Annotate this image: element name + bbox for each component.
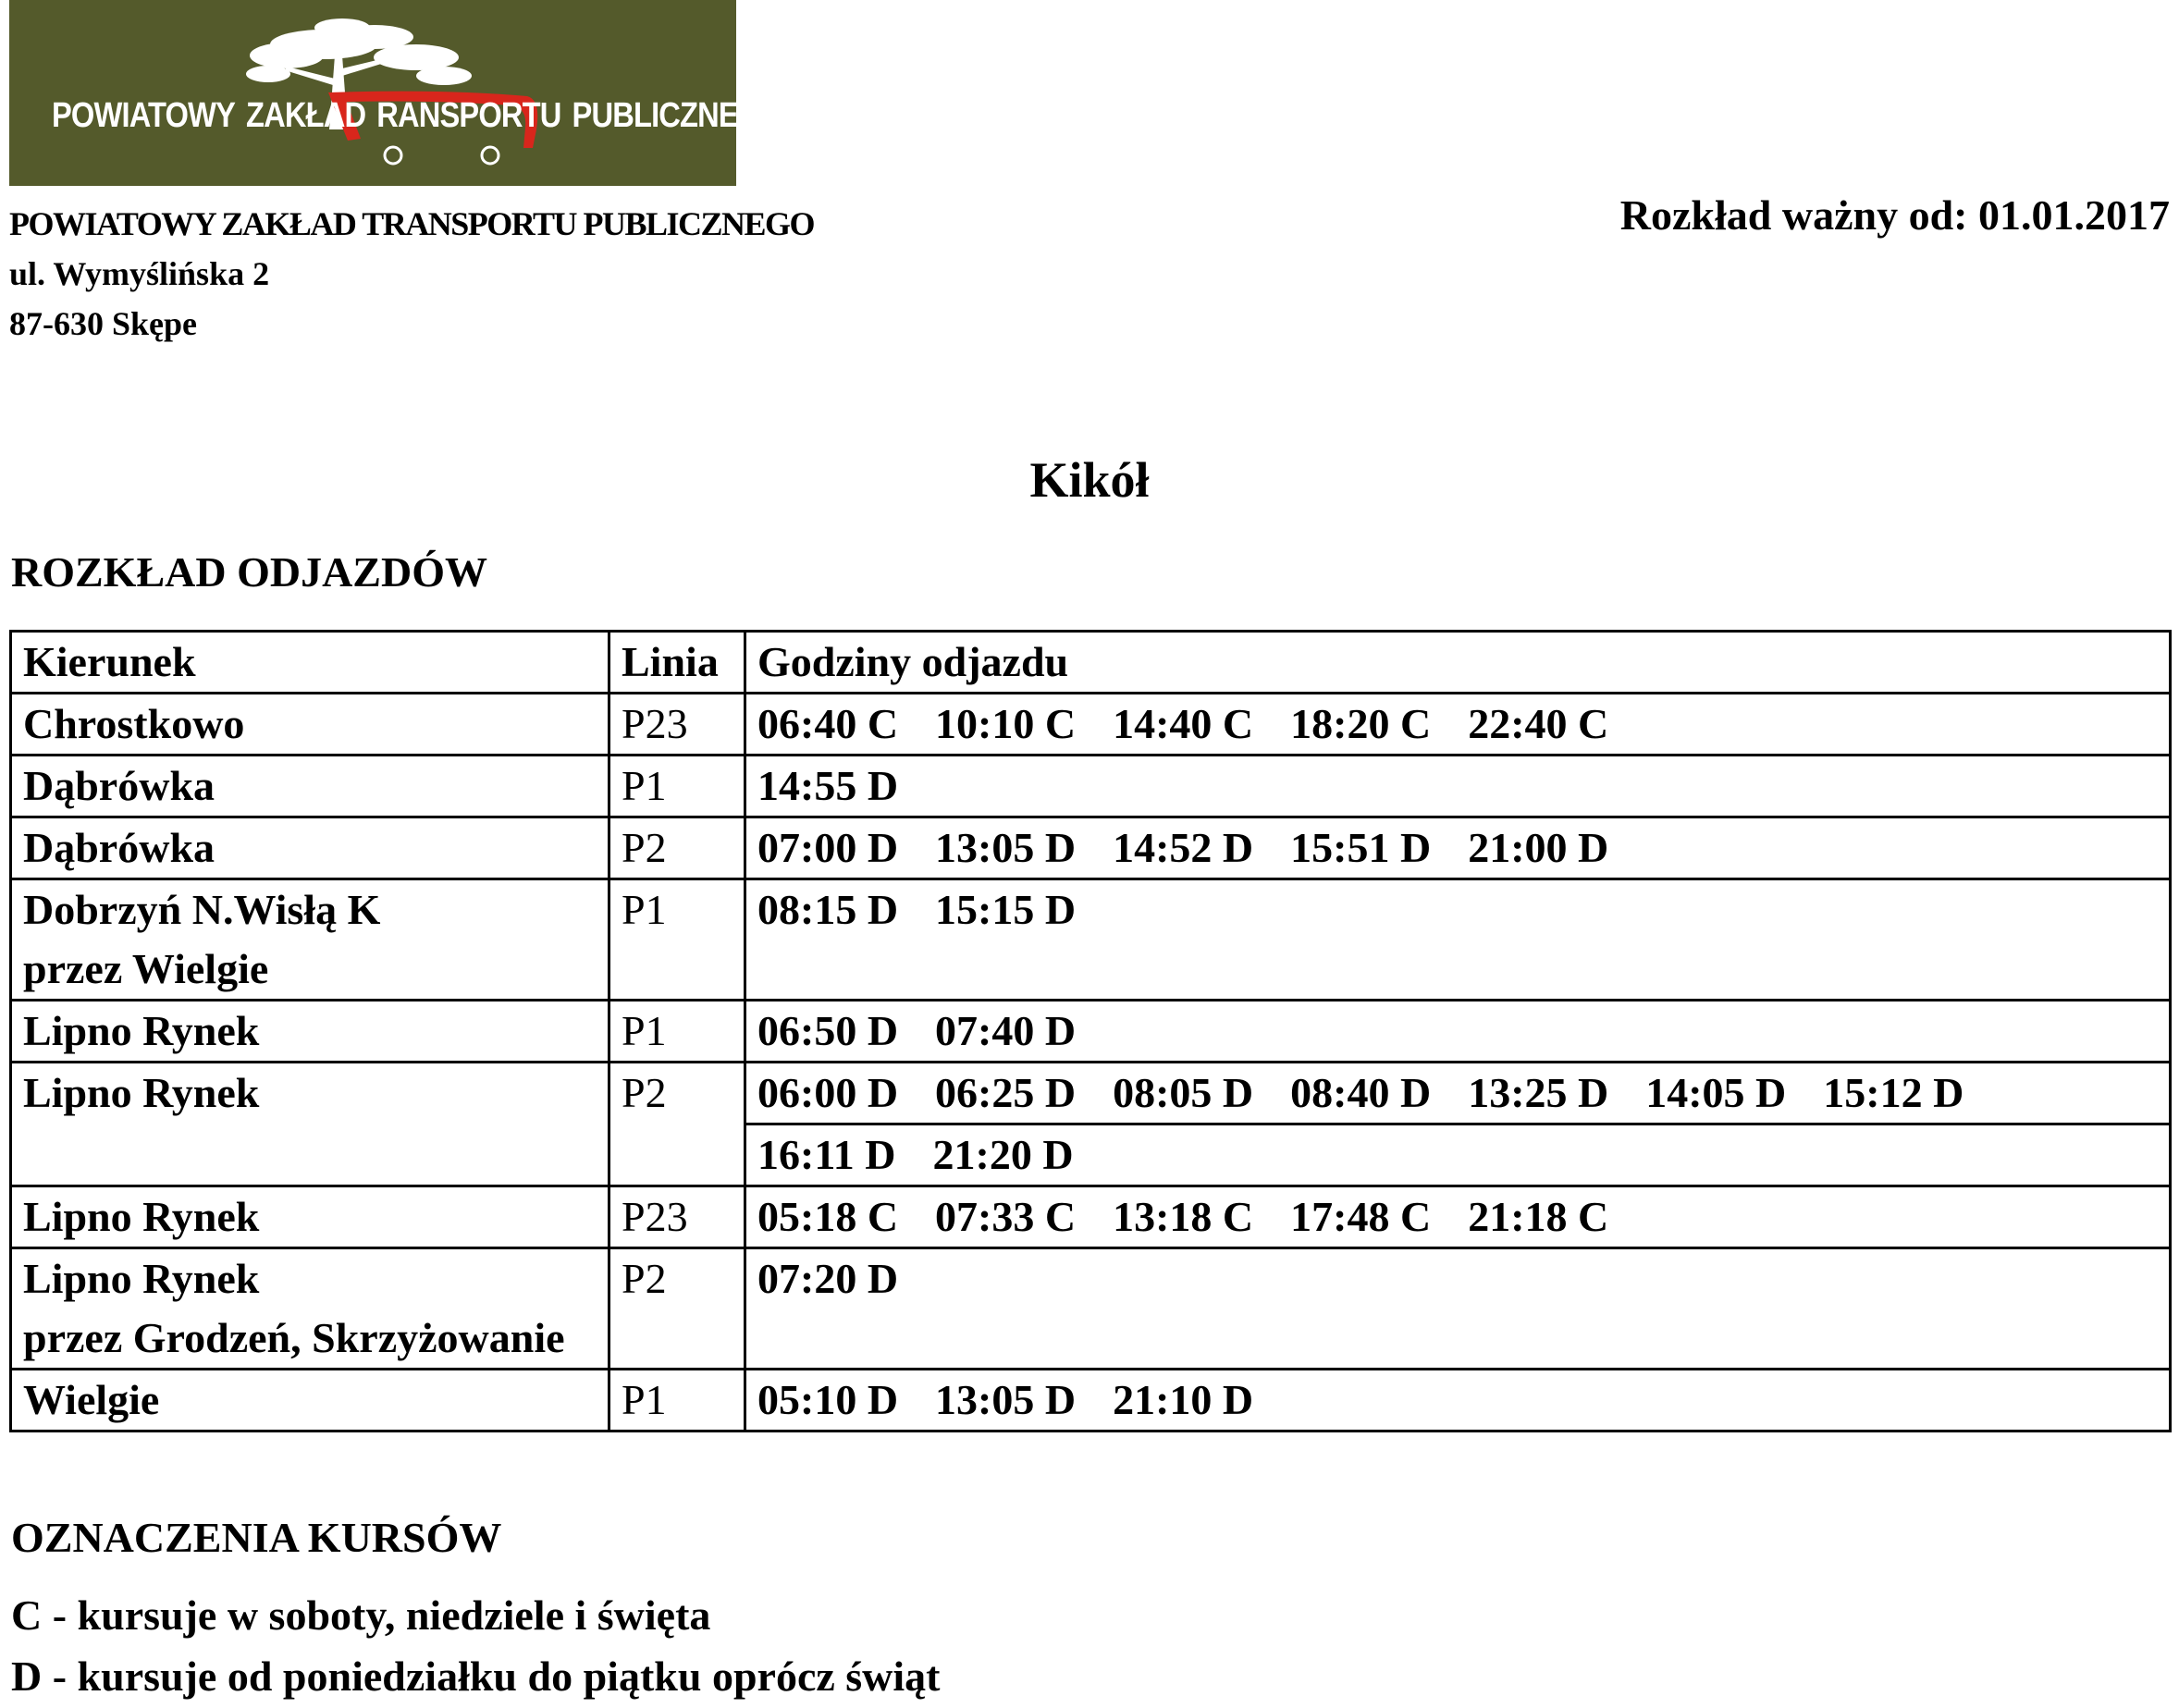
departure-times-cell: [745, 1186, 2171, 1248]
legend-item-c: C - kursuje w soboty, niedziele i święta: [11, 1591, 711, 1639]
departure-time: 06:25 D: [935, 1069, 1077, 1116]
departure-time: 06:40 C: [757, 700, 899, 747]
departure-time: 05:18 C: [757, 1193, 899, 1240]
legend-item-d: D - kursuje od poniedziałku do piątku oprócz świąt: [11, 1653, 941, 1700]
table-row: [11, 756, 2171, 817]
departure-times-cell: [745, 756, 2171, 817]
line-cell: P23: [609, 694, 745, 756]
schedule-title: ROZKŁAD ODJAZDÓW: [11, 548, 487, 596]
departure-times-cell: [745, 1063, 2171, 1124]
departure-time: 15:15 D: [935, 886, 1077, 933]
departure-time: 21:10 D: [1113, 1376, 1254, 1423]
direction-name: Dobrzyń N.Wisłą K: [23, 886, 381, 933]
departure-times-cell: [745, 879, 2171, 1001]
departure-time: 13:05 D: [935, 1376, 1077, 1423]
departure-time: 18:20 C: [1290, 700, 1432, 747]
stop-name: Kikół: [1029, 452, 1150, 508]
departure-time: 15:51 D: [1290, 824, 1432, 871]
departure-times-cell: [745, 817, 2171, 879]
departure-time: 07:00 D: [757, 824, 899, 871]
departure-time: 07:20 D: [757, 1255, 899, 1302]
direction-name: Chrostkowo: [23, 700, 245, 747]
departure-time: 06:50 D: [757, 1007, 899, 1054]
direction-cell: [11, 817, 609, 879]
departure-times-cell: [745, 1370, 2171, 1432]
departure-time: 13:05 D: [935, 824, 1077, 871]
table-row: [11, 1248, 2171, 1370]
direction-cell: [11, 1001, 609, 1063]
departure-times-cell: [745, 1001, 2171, 1063]
table-row: [11, 1063, 2171, 1124]
logo-wordmark: POWIATOWY ZAKŁAD RANSPORTU PUBLICZNEGO: [52, 96, 783, 135]
header-hours: Godziny odjazdu: [745, 632, 2171, 694]
departure-time: 08:40 D: [1290, 1069, 1432, 1116]
direction-cell: [11, 1063, 609, 1186]
departure-time: 17:48 C: [1290, 1193, 1432, 1240]
departure-time: 22:40 C: [1468, 700, 1609, 747]
table-row: [11, 694, 2171, 756]
legend-title: OZNACZENIA KURSÓW: [11, 1514, 502, 1561]
departure-time: 14:40 C: [1113, 700, 1254, 747]
departure-time: 14:52 D: [1113, 824, 1254, 871]
line-cell: P1: [609, 756, 745, 817]
company-name: POWIATOWY ZAKŁAD TRANSPORTU PUBLICZNEGO: [9, 205, 815, 242]
table-row: [11, 1186, 2171, 1248]
departure-time: 13:25 D: [1468, 1069, 1609, 1116]
direction-cell: [11, 756, 609, 817]
tree-bus-logo-icon: [9, 0, 736, 186]
departure-time: 14:55 D: [757, 762, 899, 809]
address-street: ul. Wymyślińska 2: [9, 255, 270, 292]
departure-time: 10:10 C: [935, 700, 1077, 747]
direction-name: Lipno Rynek: [23, 1193, 260, 1240]
departure-time: 21:20 D: [932, 1131, 1074, 1178]
departure-time: 16:11 D: [757, 1131, 896, 1178]
departure-time: 15:12 D: [1823, 1069, 1964, 1116]
departure-time: 13:18 C: [1113, 1193, 1254, 1240]
direction-cell: [11, 694, 609, 756]
departure-time: 08:05 D: [1113, 1069, 1254, 1116]
direction-cell: [11, 1248, 609, 1370]
header-line: Linia: [609, 632, 745, 694]
line-cell: P1: [609, 1370, 745, 1432]
departure-time: 08:15 D: [757, 886, 899, 933]
direction-cell: [11, 1370, 609, 1432]
direction-name: Wielgie: [23, 1376, 160, 1423]
direction-name: Dąbrówka: [23, 824, 215, 871]
timetable-header-row: [11, 632, 2171, 694]
address-city: 87-630 Skępe: [9, 305, 198, 342]
departure-time: 06:00 D: [757, 1069, 899, 1116]
direction-via: przez Grodzeń, Skrzyżowanie: [23, 1314, 565, 1361]
line-cell: P2: [609, 1063, 745, 1186]
departure-time: 21:18 C: [1468, 1193, 1609, 1240]
direction-name: Dąbrówka: [23, 762, 215, 809]
departure-time: 05:10 D: [757, 1376, 899, 1423]
table-row: [11, 817, 2171, 879]
departure-times-cell: [745, 694, 2171, 756]
departure-time: 21:00 D: [1468, 824, 1609, 871]
line-cell: P2: [609, 1248, 745, 1370]
direction-name: Lipno Rynek: [23, 1069, 260, 1116]
direction-name: Lipno Rynek: [23, 1007, 260, 1054]
table-row: [11, 1370, 2171, 1432]
line-cell: P2: [609, 817, 745, 879]
departure-time: 07:40 D: [935, 1007, 1077, 1054]
timetable: [9, 630, 2172, 1432]
line-cell: P1: [609, 879, 745, 1001]
company-logo: [9, 0, 783, 186]
departure-times-cell: [745, 1124, 2171, 1186]
table-row: [11, 879, 2171, 1001]
company-address: [9, 199, 814, 349]
direction-cell: [11, 1186, 609, 1248]
valid-from-date: Rozkład ważny od: 01.01.2017: [1619, 191, 2170, 239]
departure-time: 07:33 C: [935, 1193, 1077, 1240]
direction-name: Lipno Rynek: [23, 1255, 260, 1302]
departure-time: 14:05 D: [1645, 1069, 1787, 1116]
table-row: [11, 1001, 2171, 1063]
header-direction: Kierunek: [11, 632, 609, 694]
line-cell: P1: [609, 1001, 745, 1063]
line-cell: P23: [609, 1186, 745, 1248]
direction-via: przez Wielgie: [23, 945, 269, 992]
departure-times-cell: [745, 1248, 2171, 1370]
direction-cell: [11, 879, 609, 1001]
